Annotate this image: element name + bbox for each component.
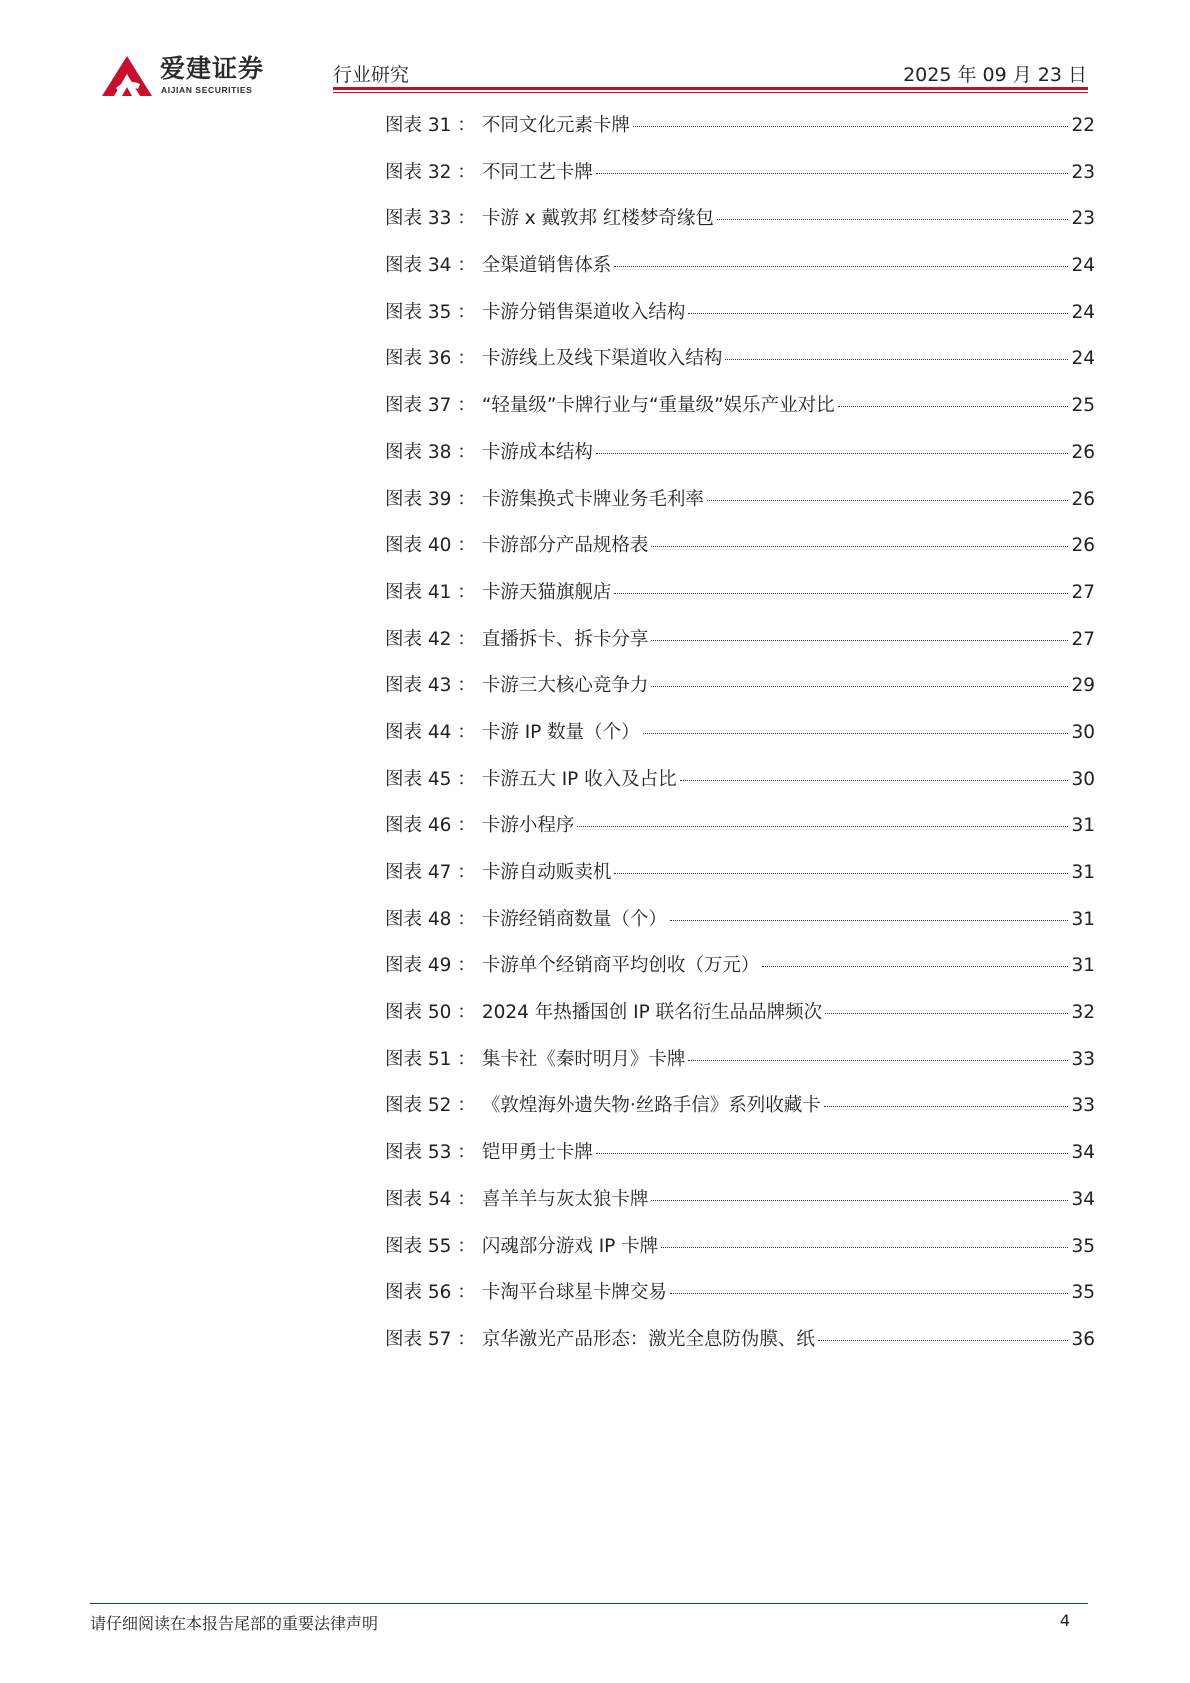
toc-entry-label: 图表 34 ： bbox=[385, 255, 476, 277]
section-label: 行业研究 bbox=[333, 64, 410, 86]
toc-entry-title: 卡游经销商数量（个） bbox=[481, 908, 667, 930]
aijian-logo-icon bbox=[100, 54, 154, 98]
toc-entry-label: 图表 48 ： bbox=[385, 908, 476, 930]
toc-entry[interactable] bbox=[385, 905, 1095, 952]
toc-entry-title: 不同工艺卡牌 bbox=[481, 161, 593, 183]
toc-entry-title: 卡游三大核心竞争力 bbox=[481, 675, 649, 697]
toc-entry-title: 卡游成本结构 bbox=[481, 441, 593, 463]
toc-entry-label: 图表 44 ： bbox=[385, 721, 476, 743]
toc-entry-label: 图表 54 ： bbox=[385, 1188, 476, 1210]
report-date: 2025 年 09 月 23 日 bbox=[903, 64, 1087, 86]
toc-dot-leader bbox=[614, 873, 1068, 874]
toc-dot-leader bbox=[577, 826, 1068, 827]
toc-entry[interactable] bbox=[385, 671, 1095, 718]
toc-entry-title: 不同文化元素卡牌 bbox=[481, 115, 630, 136]
toc-entry-label: 图表 38 ： bbox=[385, 441, 476, 463]
toc-entry-label: 图表 52 ： bbox=[385, 1095, 476, 1117]
toc-entry-label: 图表 33 ： bbox=[385, 208, 476, 230]
toc-dot-leader bbox=[596, 1153, 1069, 1154]
toc-entry-label: 图表 49 ： bbox=[385, 955, 476, 977]
toc-dot-leader bbox=[596, 453, 1069, 454]
toc-entry-label: 图表 37 ： bbox=[385, 395, 476, 417]
toc-entry-page: 31 bbox=[1071, 862, 1095, 883]
figure-list bbox=[385, 111, 1095, 1372]
toc-entry-page: 34 bbox=[1071, 1188, 1095, 1210]
toc-entry-page: 24 bbox=[1071, 301, 1095, 323]
toc-entry-title: 集卡社《秦时明月》卡牌 bbox=[481, 1048, 686, 1070]
toc-entry-label: 图表 35 ： bbox=[385, 301, 476, 323]
toc-entry-label: 图表 36 ： bbox=[385, 348, 476, 370]
toc-entry[interactable] bbox=[385, 251, 1095, 298]
toc-entry-label: 图表 57 ： bbox=[385, 1328, 476, 1350]
toc-entry[interactable] bbox=[385, 765, 1095, 812]
toc-entry-title: 闪魂部分游戏 IP 卡牌 bbox=[481, 1235, 659, 1257]
toc-entry[interactable] bbox=[385, 625, 1095, 672]
toc-entry[interactable] bbox=[385, 111, 1095, 158]
toc-entry-page: 36 bbox=[1071, 1328, 1095, 1350]
toc-entry-title: 卡游 x 戴敦邦 红楼梦奇缘包 bbox=[481, 208, 714, 230]
page-number: 4 bbox=[1059, 1611, 1070, 1630]
toc-entry[interactable] bbox=[385, 1185, 1095, 1232]
toc-entry[interactable] bbox=[385, 1278, 1095, 1325]
toc-entry-title: 卡游自动贩卖机 bbox=[481, 862, 612, 883]
toc-entry-page: 35 bbox=[1071, 1235, 1095, 1257]
toc-dot-leader bbox=[825, 1013, 1068, 1014]
toc-entry[interactable] bbox=[385, 1045, 1095, 1092]
legal-notice: 请仔细阅读在本报告尾部的重要法律声明 bbox=[90, 1614, 379, 1633]
toc-entry[interactable] bbox=[385, 578, 1095, 625]
toc-entry-label: 图表 31 ： bbox=[385, 115, 476, 136]
toc-dot-leader bbox=[688, 1060, 1068, 1061]
toc-entry-title: 卡游单个经销商平均创收（万元） bbox=[481, 955, 760, 977]
toc-entry-label: 图表 41 ： bbox=[385, 581, 476, 603]
toc-dot-leader bbox=[614, 266, 1068, 267]
toc-entry-page: 32 bbox=[1071, 1002, 1095, 1024]
toc-dot-leader bbox=[725, 359, 1068, 360]
toc-entry[interactable] bbox=[385, 1138, 1095, 1185]
toc-entry-page: 26 bbox=[1071, 535, 1095, 557]
toc-dot-leader bbox=[670, 1293, 1069, 1294]
toc-dot-leader bbox=[614, 593, 1068, 594]
toc-entry-title: 卡游天猫旗舰店 bbox=[481, 581, 612, 603]
toc-dot-leader bbox=[818, 1340, 1069, 1341]
toc-entry[interactable] bbox=[385, 485, 1095, 532]
toc-entry-label: 图表 51 ： bbox=[385, 1048, 476, 1070]
toc-entry-label: 图表 47 ： bbox=[385, 862, 476, 883]
toc-entry-title: 直播拆卡、拆卡分享 bbox=[481, 628, 649, 650]
toc-dot-leader bbox=[688, 313, 1068, 314]
toc-entry-page: 30 bbox=[1071, 768, 1095, 790]
toc-entry[interactable] bbox=[385, 391, 1095, 438]
toc-entry-label: 图表 42 ： bbox=[385, 628, 476, 650]
header-rule-thin bbox=[333, 92, 1088, 93]
toc-entry[interactable] bbox=[385, 718, 1095, 765]
toc-entry[interactable] bbox=[385, 531, 1095, 578]
toc-entry-label: 图表 55 ： bbox=[385, 1235, 476, 1257]
toc-entry-title: “轻量级”卡牌行业与“重量级”娱乐产业对比 bbox=[481, 395, 835, 417]
toc-entry-page: 33 bbox=[1071, 1095, 1095, 1117]
toc-entry-title: 铠甲勇士卡牌 bbox=[481, 1142, 593, 1164]
toc-entry-title: 卡游小程序 bbox=[481, 815, 575, 837]
toc-entry-page: 26 bbox=[1071, 488, 1095, 510]
toc-entry-label: 图表 53 ： bbox=[385, 1142, 476, 1164]
toc-entry-title: 卡淘平台球星卡牌交易 bbox=[481, 1282, 667, 1304]
toc-dot-leader bbox=[643, 733, 1069, 734]
toc-entry-page: 26 bbox=[1071, 441, 1095, 463]
toc-entry-label: 图表 56 ： bbox=[385, 1282, 476, 1304]
toc-entry-title: 卡游分销售渠道收入结构 bbox=[481, 301, 686, 323]
logo-name: 爱建证券 bbox=[160, 54, 265, 83]
toc-dot-leader bbox=[680, 780, 1069, 781]
toc-entry[interactable] bbox=[385, 1232, 1095, 1279]
toc-entry-page: 34 bbox=[1071, 1142, 1095, 1164]
toc-entry-page: 23 bbox=[1071, 161, 1095, 183]
toc-entry-label: 图表 32 ： bbox=[385, 161, 476, 183]
toc-entry[interactable] bbox=[385, 858, 1095, 905]
toc-entry-label: 图表 50 ： bbox=[385, 1002, 476, 1024]
toc-dot-leader bbox=[651, 546, 1068, 547]
footer-rule bbox=[90, 1603, 1088, 1604]
toc-entry[interactable] bbox=[385, 1325, 1095, 1372]
toc-entry[interactable] bbox=[385, 811, 1095, 858]
toc-entry-title: 卡游集换式卡牌业务毛利率 bbox=[481, 488, 704, 510]
toc-entry-label: 图表 45 ： bbox=[385, 768, 476, 790]
toc-entry-page: 24 bbox=[1071, 348, 1095, 370]
toc-entry-page: 31 bbox=[1071, 815, 1095, 837]
toc-entry-title: 《敦煌海外遗失物·丝路手信》系列收藏卡 bbox=[481, 1095, 821, 1117]
toc-entry[interactable] bbox=[385, 158, 1095, 205]
toc-entry[interactable] bbox=[385, 1091, 1095, 1138]
toc-entry-page: 31 bbox=[1071, 955, 1095, 977]
toc-entry-page: 24 bbox=[1071, 255, 1095, 277]
toc-entry[interactable] bbox=[385, 204, 1095, 251]
toc-entry-page: 22 bbox=[1071, 115, 1095, 136]
toc-entry[interactable] bbox=[385, 998, 1095, 1045]
toc-dot-leader bbox=[717, 219, 1069, 220]
toc-entry-page: 27 bbox=[1071, 581, 1095, 603]
toc-entry-title: 卡游线上及线下渠道收入结构 bbox=[481, 348, 723, 370]
toc-entry-title: 卡游五大 IP 收入及占比 bbox=[481, 768, 677, 790]
toc-entry[interactable] bbox=[385, 298, 1095, 345]
toc-entry-title: 喜羊羊与灰太狼卡牌 bbox=[481, 1188, 649, 1210]
toc-entry[interactable] bbox=[385, 438, 1095, 485]
header-rule bbox=[333, 87, 1088, 90]
toc-entry-label: 图表 43 ： bbox=[385, 675, 476, 697]
toc-entry-title: 卡游 IP 数量（个） bbox=[481, 721, 640, 743]
toc-dot-leader bbox=[838, 406, 1069, 407]
toc-dot-leader bbox=[707, 500, 1069, 501]
toc-dot-leader bbox=[596, 173, 1069, 174]
toc-entry-page: 29 bbox=[1071, 675, 1095, 697]
toc-entry-page: 35 bbox=[1071, 1282, 1095, 1304]
toc-entry-title: 卡游部分产品规格表 bbox=[481, 535, 649, 557]
toc-entry-page: 31 bbox=[1071, 908, 1095, 930]
toc-dot-leader bbox=[651, 640, 1068, 641]
toc-entry-title: 2024 年热播国创 IP 联名衍生品品牌频次 bbox=[481, 1002, 823, 1024]
toc-dot-leader bbox=[651, 1200, 1068, 1201]
page-header bbox=[0, 0, 1190, 100]
toc-entry-page: 25 bbox=[1071, 395, 1095, 417]
toc-entry-title: 京华激光产品形态：激光全息防伪膜、纸 bbox=[481, 1328, 815, 1350]
toc-entry-page: 23 bbox=[1071, 208, 1095, 230]
toc-entry[interactable] bbox=[385, 951, 1095, 998]
toc-entry-label: 图表 40 ： bbox=[385, 535, 476, 557]
toc-entry[interactable] bbox=[385, 344, 1095, 391]
toc-dot-leader bbox=[651, 686, 1068, 687]
toc-dot-leader bbox=[661, 1247, 1068, 1248]
toc-entry-title: 全渠道销售体系 bbox=[481, 255, 612, 277]
toc-entry-label: 图表 39 ： bbox=[385, 488, 476, 510]
toc-dot-leader bbox=[633, 126, 1069, 127]
logo-subtitle: AIJIAN SECURITIES bbox=[161, 85, 253, 95]
toc-entry-page: 33 bbox=[1071, 1048, 1095, 1070]
toc-entry-page: 27 bbox=[1071, 628, 1095, 650]
company-logo bbox=[100, 54, 280, 100]
toc-dot-leader bbox=[670, 920, 1069, 921]
toc-dot-leader bbox=[824, 1106, 1069, 1107]
toc-dot-leader bbox=[762, 966, 1068, 967]
toc-entry-label: 图表 46 ： bbox=[385, 815, 476, 837]
toc-entry-page: 30 bbox=[1071, 721, 1095, 743]
